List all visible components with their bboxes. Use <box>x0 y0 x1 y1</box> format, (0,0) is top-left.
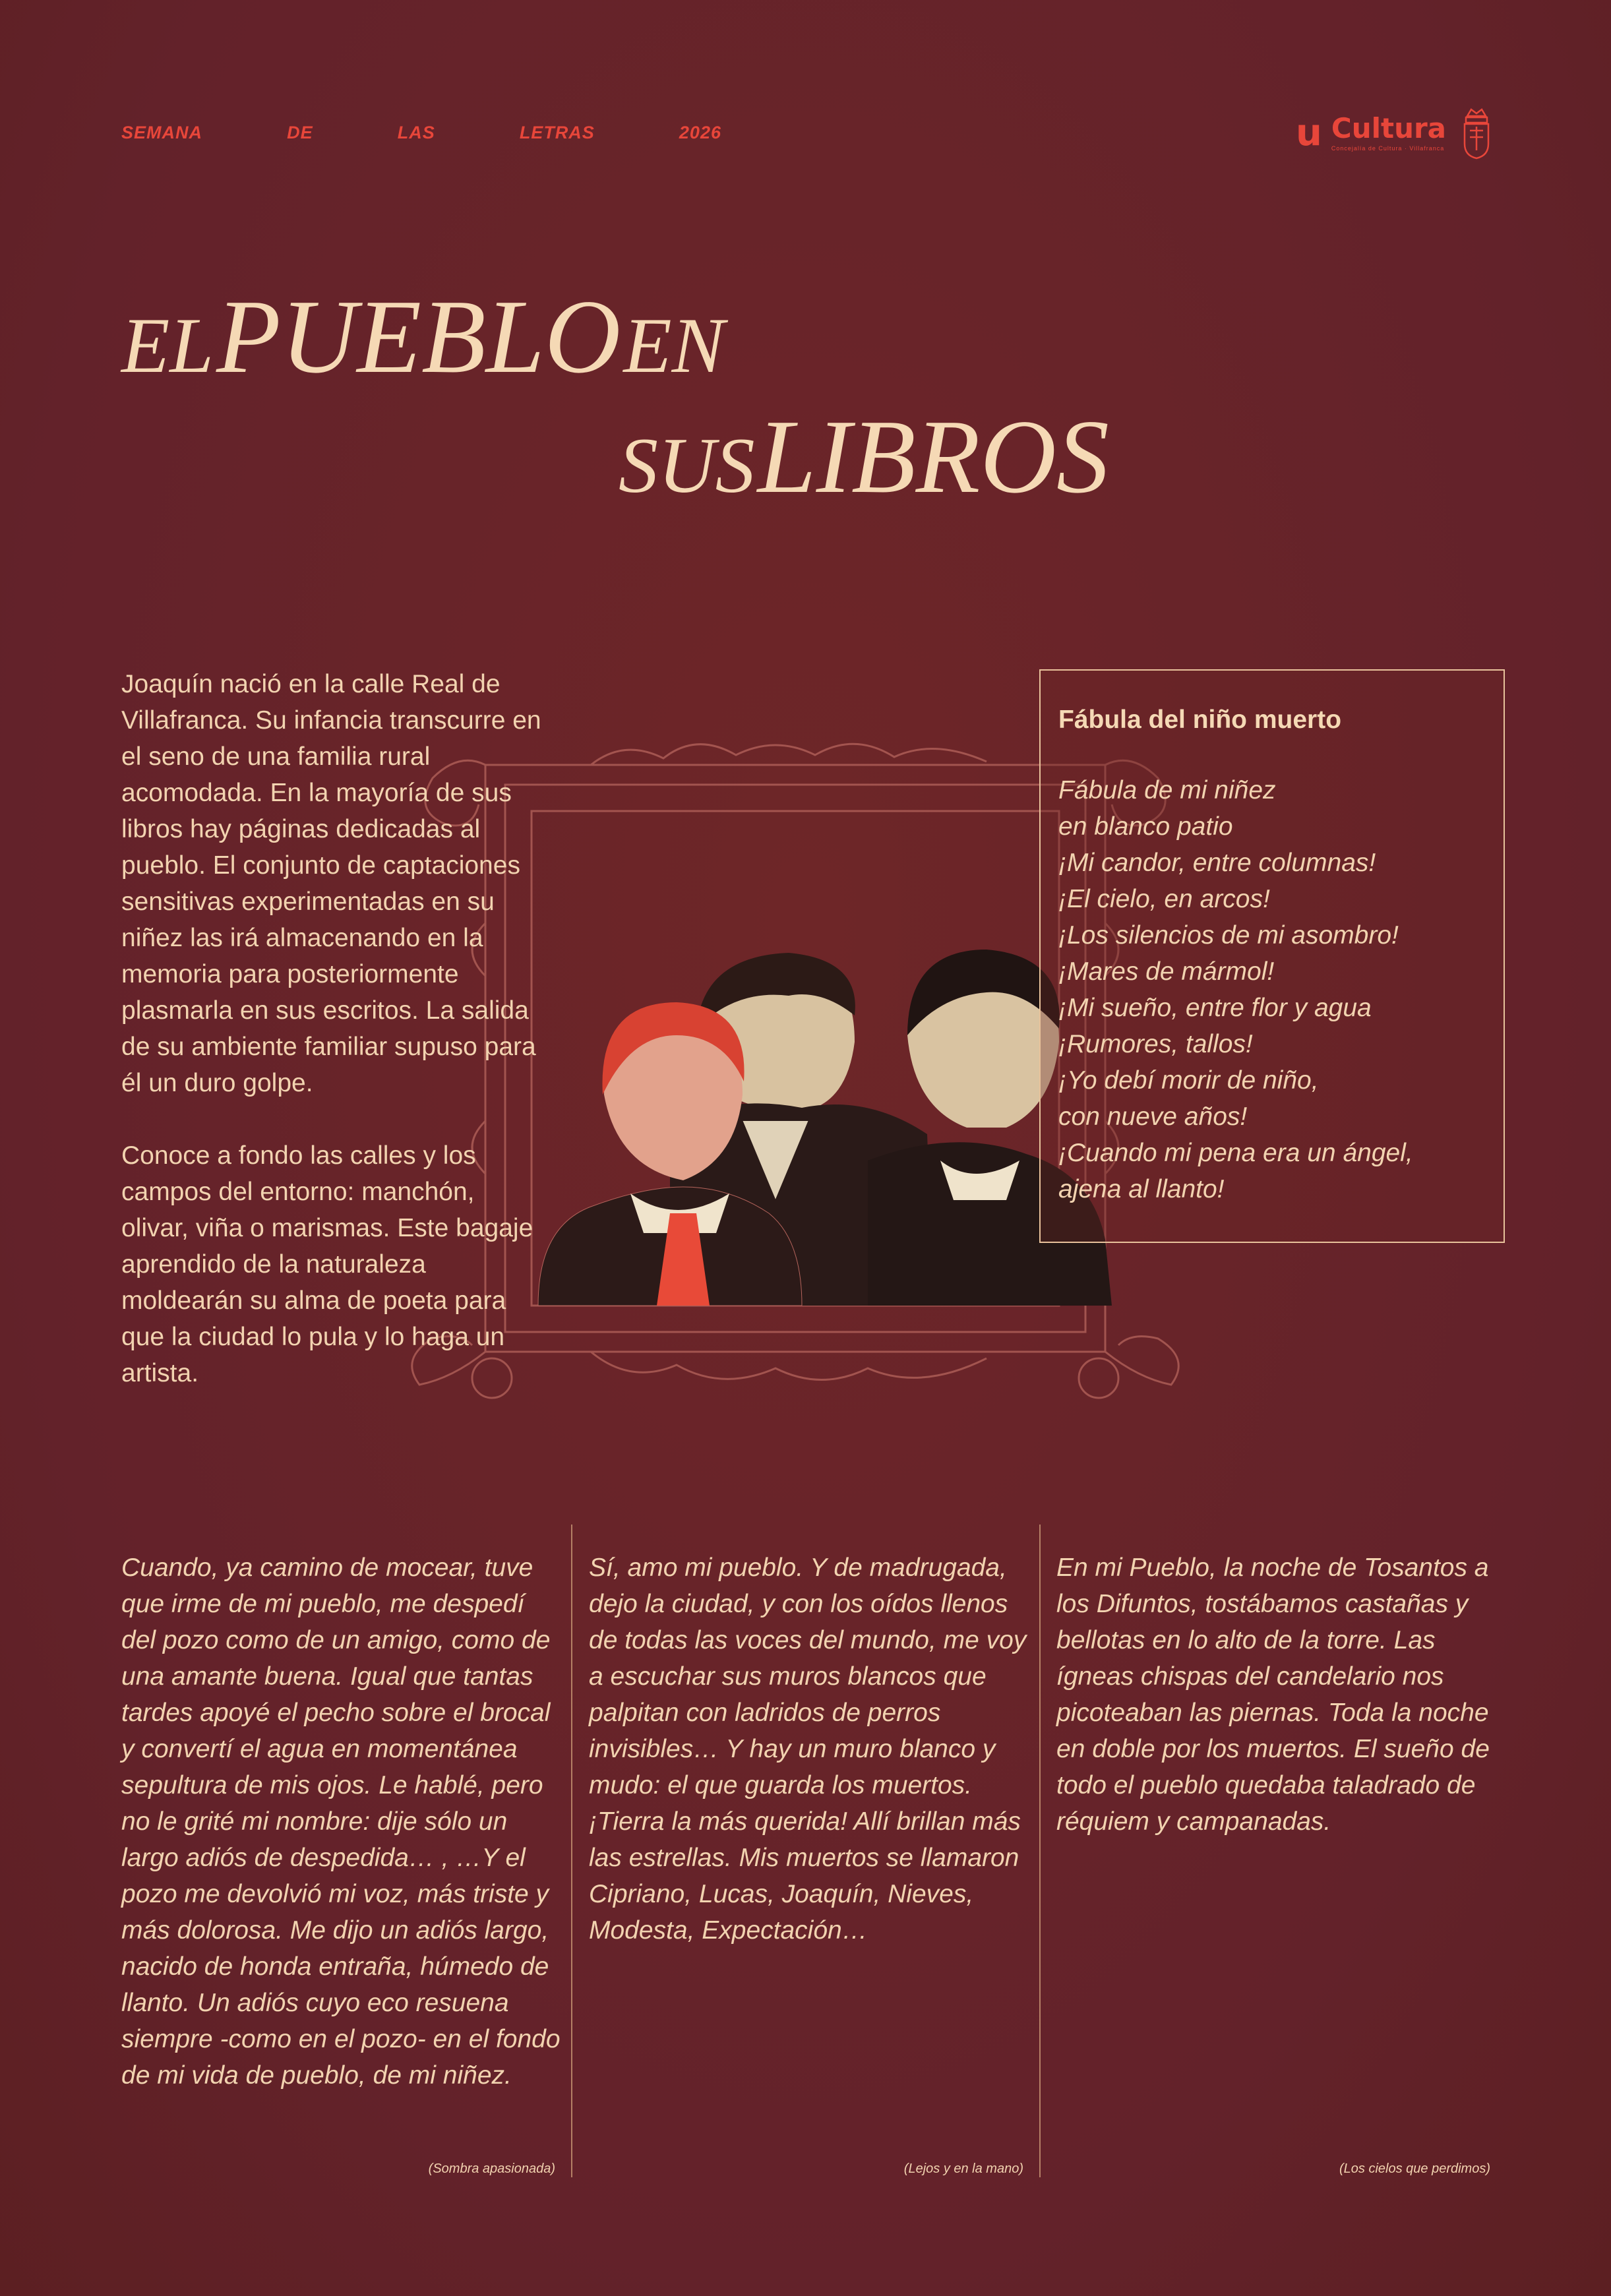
poem-title: Fábula del niño muerto <box>1058 706 1342 734</box>
title-word: EL <box>121 301 214 389</box>
kicker-word: LAS <box>397 123 435 142</box>
quote-source-2: (Lejos y en la mano) <box>903 2161 1023 2176</box>
poem-line: con nueve años! <box>1058 1102 1248 1131</box>
coat-of-arms-icon <box>1462 107 1491 160</box>
title-line-1 <box>121 276 725 398</box>
poem-line: ¡Mi sueño, entre flor y agua <box>1058 993 1372 1022</box>
cultura-logo <box>1296 107 1491 160</box>
biography-paragraph: Joaquín nació en la calle Real de Villafranca. Su infancia transcurre en el seno de una familia rural acomodada. En la mayoría de sus libros hay páginas dedicadas al pueblo. El conjunto de captaciones sensitivas experimentadas en su niñez las irá almacenando en la memoria para posteriormente plasmarla en sus escritos. La salida de su ambiente familiar supuso para él un duro golpe. <box>121 670 541 1097</box>
poem-box <box>1039 669 1505 1243</box>
quote-source-1: (Sombra apasionada) <box>428 2161 555 2176</box>
title-word: EN <box>623 301 725 389</box>
quote-column-1: Cuando, ya camino de mocear, tuve que irme de mi pueblo, me despedí del pozo como de un amigo, como de una amante buena. Igual que tantas tardes apoyé el pecho sobre el brocal y convertí el agua en momentánea sepultura de mis ojos. Le hablé, pero no le grité mi nombre: dije sólo un largo adiós de despedida… , …Y el pozo me devolvió mi voz, más triste y más dolorosa. Me dijo un adiós largo, nacido de honda entraña, húmedo de llanto. Un adiós cuyo eco resuena siempre -como en el pozo- en el fondo de mi vida de pueblo, de mi niñez. <box>121 1554 561 2090</box>
logo-subtitle: Concejalía de Cultura · Villafranca <box>1331 145 1445 152</box>
quote-source-3: (Los cielos que perdimos) <box>1339 2161 1490 2176</box>
kicker-word: SEMANA <box>121 123 203 142</box>
poem-line: ¡Rumores, tallos! <box>1058 1029 1253 1058</box>
title-word: SUS <box>619 421 755 509</box>
column-divider <box>571 1525 572 2177</box>
poem-line: Fábula de mi niñez <box>1058 775 1276 804</box>
poem-line: ¡Yo debí morir de niño, <box>1058 1066 1319 1095</box>
kicker-word: LETRAS <box>519 123 595 142</box>
quote-column-3: En mi Pueblo, la noche de Tosantos a los Difuntos, tostábamos castañas y bellotas en lo alto de la torre. Las ígneas chispas del candelario nos picoteaban las piernas. Toda la noche en doble por los muertos. El sueño de todo el pueblo quedaba taladrado de réquiem y campanadas. <box>1056 1554 1490 1836</box>
biography-paragraph: Conoce a fondo las calles y los campos del entorno: manchón, olivar, viña o marismas. Este bagaje aprendido de la naturaleza moldearán su alma de poeta para que la ciudad lo pula y lo haga un artista. <box>121 1141 533 1387</box>
poem-line: ¡El cielo, en arcos! <box>1058 884 1270 913</box>
title-word: LIBROS <box>757 398 1109 515</box>
poem-line: en blanco patio <box>1058 812 1233 841</box>
logo-name: Cultura <box>1331 112 1447 144</box>
biography-text <box>121 666 543 1428</box>
quote-column-2: Sí, amo mi pueblo. Y de madrugada, dejo la ciudad, y con los oídos llenos de todas las voces del mundo, me voy a escuchar sus muros blancos que palpitan con ladridos de perros invisibles… Y hay un muro blanco y mudo: el que guarda los muertos. ¡Tierra la más querida! Allí brillan más las estrellas. Mis muertos se llamaron Cipriano, Lucas, Joaquín, Nieves, Modesta, Expectación… <box>589 1554 1027 1945</box>
poem-line: ¡Mares de mármol! <box>1058 957 1275 986</box>
title-word: PUEBLO <box>216 278 621 395</box>
kicker-word: DE <box>287 123 313 142</box>
title-line-2 <box>619 396 1109 518</box>
poem-line: ¡Cuando mi pena era un ángel, <box>1058 1138 1413 1167</box>
column-divider <box>1039 1525 1041 2177</box>
poem-line: ajena al llanto! <box>1058 1174 1225 1203</box>
event-kicker <box>121 123 721 143</box>
poem-line: ¡Mi candor, entre columnas! <box>1058 848 1376 877</box>
kicker-word: 2026 <box>679 123 721 142</box>
three-boys-portrait <box>538 950 1112 1306</box>
poem-line: ¡Los silencios de mi asombro! <box>1058 921 1399 950</box>
logo-mark: u <box>1296 111 1322 154</box>
